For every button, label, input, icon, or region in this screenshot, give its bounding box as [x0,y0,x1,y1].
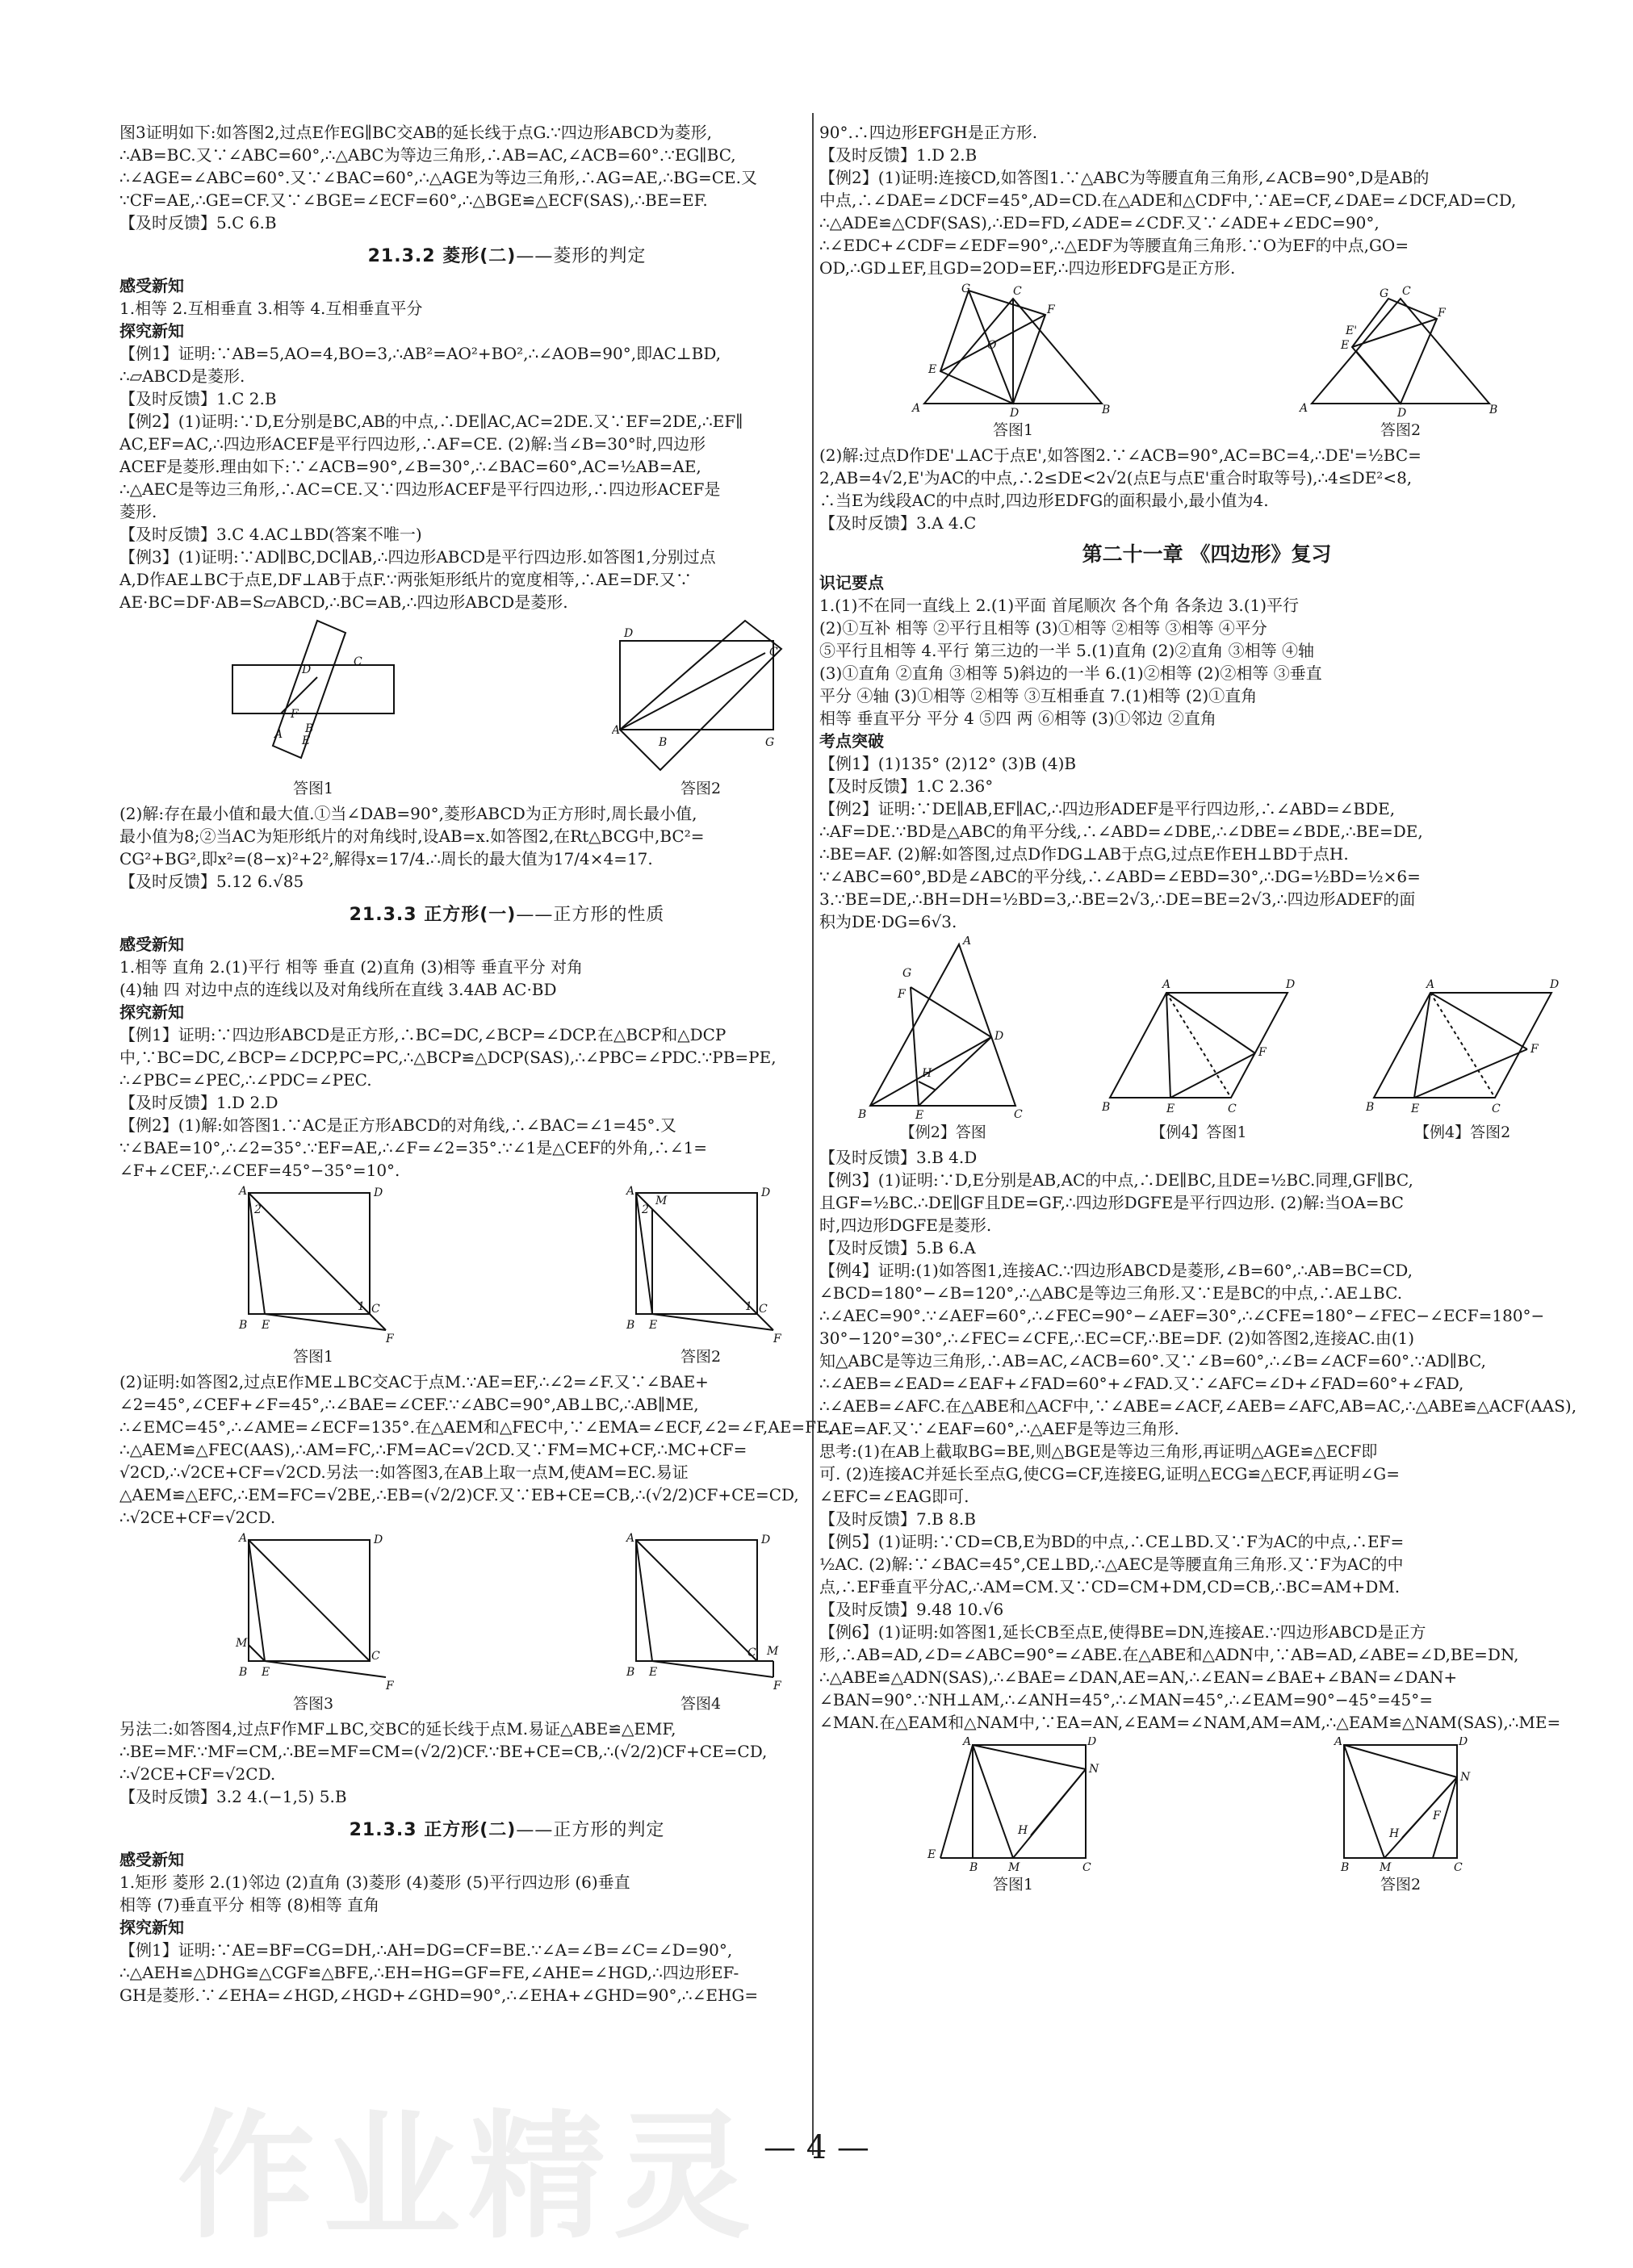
figure-caption: 【例4】答图2 [1414,1124,1511,1141]
text-line: 【及时反馈】3.A 4.C [819,513,977,533]
svg-text:G: G [902,967,912,980]
figure [620,1532,781,1714]
text-line: 【及时反馈】5.B 6.A [819,1238,976,1257]
figure-caption: 【例4】答图1 [1150,1124,1247,1141]
text-line: ∴∠AEB=∠EAD=∠EAF+∠FAD=60°+∠FAD.又∵∠AFC=∠D+∠FAD=60°+∠FAD, [819,1374,1464,1393]
section-subtitle: ——正方形的判定 [516,1820,665,1840]
text-line: ∴△ABE≌△ADN(SAS),∴∠BAE=∠DAN,AE=AN,∴∠EAN=∠BAE+∠BAN=∠DAN+ [819,1668,1458,1687]
text-line: 1.(1)不在同一直线上 2.(1)平面 首尾顺次 各个角 各条边 3.(1)平行 [819,596,1300,615]
svg-text:A: A [963,936,972,948]
svg-text:F: F [773,1680,781,1693]
svg-text:F: F [1433,1810,1441,1822]
text-line: 且GF=½BC.∴DE∥GF且DE=GF,∴四边形DGFE是平行四边形. (2)解:当OA=BC [819,1193,1404,1212]
text-line: ½AC. (2)解:∵∠BAC=45°,CE⊥BD,∴△AEC是等腰直角三角形.又∵F为AC的中 [819,1555,1404,1574]
left-p1 [119,121,894,234]
svg-text:C: C [759,1303,768,1316]
svg-text:B: B [1102,404,1111,416]
svg-text:A: A [274,728,283,741]
text-line: ∴△AEM≌△FEC(AAS),∴AM=FC,∴FM=AC=√2CD.又∵FM=MC+CF,∴MC+CF= [119,1440,747,1459]
text-line: A,D作AE⊥BC于点E,DF⊥AB于点F.∵两张矩形纸片的宽度相等,∴AE=DF.又∵ [119,570,693,589]
svg-text:D: D [624,627,634,640]
svg-text:E: E [928,363,937,376]
diagram-example6-2 [1312,1737,1489,1874]
svg-text:C: C [769,646,778,659]
text-line: 相等 (7)垂直平分 相等 (8)相等 直角 [119,1895,380,1914]
left-p3 [119,802,894,893]
figure-caption: 答图2 [680,780,722,797]
svg-text:B: B [305,722,314,735]
svg-text:D: D [761,1186,771,1199]
text-line: ⑤平行且相等 4.平行 第三边的一半 5.(1)直角 (2)②直角 ③相等 ④轴 [819,641,1314,660]
text-line: ∴△AEC是等边三角形,∴AC=CE.又∵四边形ACEF是平行四边形,∴四边形ACEF是 [119,479,721,499]
diagram-square-2 [620,1185,781,1346]
svg-text:B: B [1101,1101,1111,1114]
text-line: (4)轴 四 对边中点的连线以及对角线所在直线 3.4AB AC·BD [119,980,557,999]
text-line: △AEM≌△EFC,∴EM=FC=√2BE,∴EB=(√2/2)CF.又∵EB+CE=CB,∴(√2/2)CF+CE=CD, [119,1485,799,1504]
figure-caption: 答图2 [1380,1876,1422,1893]
text-line: 图3证明如下:如答图2,过点E作EG∥BC交AB的延长线于点G.∵四边形ABCD为菱形, [119,123,713,142]
text-line: 【及时反馈】5.C 6.B [119,213,277,232]
figure-row [819,936,1594,1143]
svg-text:M: M [1380,1861,1392,1874]
diagram-strips-1 [224,617,402,778]
text-line: ∠EFC=∠EAG即可. [819,1487,969,1506]
svg-text:B: B [1341,1861,1350,1874]
svg-text:N: N [1460,1771,1471,1784]
svg-text:F: F [1438,307,1446,320]
text-line: 思考:(1)在AB上截取BG=BE,则△BGE是等边三角形,再证明△AGE≌△ECF即 [819,1442,1378,1461]
text-line: ∵CF=AE,∴GE=CF.又∵∠BGE=∠ECF=60°,∴△BGE≌△ECF(SAS),∴BE=EF. [119,190,708,210]
text-line: 90°.∴四边形EFGH是正方形. [819,123,1038,142]
svg-text:B: B [858,1108,867,1121]
svg-text:M: M [236,1637,248,1650]
text-line: 【例6】(1)证明:如答图1,延长CB至点E,使得BE=DN,连接AE.∵四边形ABCD是正方 [819,1622,1426,1642]
text-line: ∴∠AEB=∠AFC.在△ABE和△ACF中,∵∠ABE=∠ACF,∠AEB=∠AFC,AB=AC,∴△ABE≌△ACF(AAS), [819,1396,1577,1416]
text-line: 【例1】证明:∵四边形ABCD是正方形,∴BC=DC,∠BCP=∠DCP.在△BCP和△DCP [119,1025,726,1044]
svg-text:G: G [765,736,775,749]
svg-text:G: G [1380,287,1389,300]
figure-caption: 答图3 [292,1695,334,1713]
figure-row [819,1737,1594,1895]
svg-text:D: D [1010,407,1020,420]
svg-text:C: C [1082,1861,1091,1874]
diagram-example6-1 [924,1737,1102,1874]
diagram-square-4 [620,1532,781,1693]
figure-caption: 答图1 [992,1876,1034,1893]
svg-text:F: F [291,708,299,721]
figure-row [119,1185,894,1367]
text-line: ∠BAN=90°.∵NH⊥AM,∴∠ANH=45°,∴∠MAN=45°,∴∠EAM=90°−45°=45°= [819,1690,1433,1709]
svg-text:D: D [1397,407,1407,420]
text-line: ∠2=45°,∠CEF+∠F=45°,∴∠BAE=∠CEF.∵∠ABC=90°,AB⊥BC,∴AB∥ME, [119,1395,699,1414]
text-line: ∴√2CE+CF=√2CD. [119,1764,276,1784]
svg-text:A: A [912,402,921,415]
text-line: (3)①直角 ②直角 ③相等 5)斜边的一半 6.(1)②相等 (2)②相等 ③垂直 [819,663,1322,683]
figure [1296,282,1505,441]
svg-text:A: A [626,1185,635,1198]
figure [1102,977,1296,1143]
svg-text:B: B [239,1319,248,1332]
text-line: 【及时反馈】1.C 2.B [119,389,277,408]
svg-text:C: C [1227,1103,1237,1115]
text-line: ∴AB=BC.又∵∠ABC=60°,∴△ABC为等边三角形,∴AB=AC,∠ACB=60°.∵EG∥BC, [119,145,736,165]
figure [924,1737,1102,1895]
text-line: CG²+BG²,即x²=(8−x)²+2²,解得x=17/4.∴周长的最大值为17/4×4=17. [119,849,653,868]
figure [612,617,789,799]
figure-caption: 【例2】答图 [899,1124,986,1141]
figure-caption: 答图2 [1380,421,1422,439]
left-p2 [119,274,894,613]
right-p4 [819,1146,1594,1734]
svg-text:A: A [963,1737,972,1748]
right-p1 [819,121,1594,279]
text-line: 3.∵BE=DE,∴BH=DH=½BD=3,∴BE=2√3,∴DE=BE=2√3,∴四边形ADEF的面 [819,889,1416,909]
text-line: 中点,∴∠DAE=∠DCF=45°,AD=CD.在△ADE和△CDF中,∵AE=CF,∠DAE=∠DCF,AD=CD, [819,190,1517,210]
svg-text:D: D [374,1186,383,1199]
diagram-example2 [854,936,1032,1122]
text-line: ∴∠AEC=90°.∵∠AEF=60°,∴∠FEC=90°−∠AEF=30°,∴∠CFE=180°−∠FEC−∠ECF=180°− [819,1306,1545,1325]
section-title-square-2 [119,1819,894,1842]
diagram-isosceles-2 [1296,282,1505,420]
text-line: 形,∴AB=AD,∠D=∠ABC=90°=∠ABE.在△ABE和△ADN中,∵AB=AD,∠ABE=∠D,BE=DN, [819,1645,1519,1664]
svg-text:C: C [1014,1108,1024,1121]
chapter-title: 第二十一章 《四边形》复习 [1082,542,1332,566]
text-line: 【及时反馈】3.B 4.D [819,1148,978,1167]
figure-row [119,1532,894,1714]
figure [908,282,1118,441]
text-line: 【例2】证明:∵DE∥AB,EF∥AC,∴四边形ADEF是平行四边形,∴∠ABD=∠BDE, [819,799,1396,818]
svg-text:M: M [767,1645,779,1658]
text-line: 相等 垂直平分 平分 4 ⑤四 两 ⑥相等 (3)①邻边 ②直角 [819,709,1216,728]
svg-text:C: C [354,655,362,668]
svg-text:F: F [1530,1043,1539,1056]
text-line: 平分 ④轴 (3)①相等 ②相等 ③互相垂直 7.(1)相等 (2)①直角 [819,686,1258,705]
left-p4 [119,933,894,1182]
svg-text:H: H [922,1067,932,1080]
left-p7 [119,1848,894,2006]
svg-text:E: E [262,1319,270,1332]
svg-text:C: C [1402,285,1411,298]
diagram-example4-2 [1366,977,1560,1122]
figure [232,1185,394,1367]
svg-text:O: O [987,339,997,352]
text-line: 菱形. [119,502,157,521]
text-line: 【例4】证明:(1)如答图1,连接AC.∵四边形ABCD是菱形,∠B=60°,∴AB=BC=CD, [819,1261,1413,1280]
svg-text:B: B [969,1861,978,1874]
svg-text:E: E [262,1666,270,1679]
section-heading: 21.3.3 正方形(二) [349,1820,517,1840]
svg-text:C: C [371,1303,380,1316]
text-line: (2)证明:如答图2,过点E作ME⊥BC交AC于点M.∵AE=EF,∴∠2=∠F.又∵∠BAE+ [119,1372,709,1391]
diagram-isosceles-1 [908,282,1118,420]
text-line: ∠BCD=180°−∠B=120°,∴△ABC是等边三角形.又∵E是BC的中点,∴AE⊥BC. [819,1283,1403,1303]
figure [224,617,402,799]
text-line: 点,∴EF垂直平分AC,∴AM=CM.又∵CD=CM+DM,CD=CB,∴BC=AM+DM. [819,1577,1401,1596]
subheading: 感受新知 [119,935,184,954]
text-line: (2)解:存在最小值和最大值.①当∠DAB=90°,菱形ABCD为正方形时,周长最小值, [119,804,697,823]
right-p2 [819,444,1594,534]
svg-text:2: 2 [642,1203,649,1216]
svg-text:D: D [1549,978,1559,991]
text-line: ∠MAN.在△EAM和△NAM中,∵EA=AN,∠EAM=∠NAM,AM=AM,∴△EAM≌△NAM(SAS),∴ME= [819,1713,1561,1732]
svg-text:F: F [1047,303,1055,316]
text-line: 30°−120°=30°,∴∠FEC=∠CFE,∴EC=CF,∴BE=DF. (2)如答图2,连接AC.由(1) [819,1329,1415,1348]
text-line: 【及时反馈】5.12 6.√85 [119,872,304,891]
figure-caption: 答图2 [680,1348,722,1366]
subheading: 考点突破 [819,731,884,751]
diagram-square-3 [232,1532,394,1693]
text-line: ∴BE=AF. (2)解:如答图,过点D作DG⊥AB于点G,过点E作EH⊥BD于点H. [819,844,1349,864]
svg-text:1: 1 [358,1300,365,1313]
svg-text:E: E [915,1109,924,1122]
text-line: ∴∠PBC=∠PEC,∴∠PDC=∠PEC. [119,1070,372,1090]
text-line: ∴▱ABCD是菱形. [119,366,245,386]
text-line: 【例2】(1)证明:连接CD,如答图1.∵△ABC为等腰直角三角形,∠ACB=90°,D是AB的 [819,168,1430,187]
svg-text:F: F [773,1333,781,1345]
text-line: 另法二:如答图4,过点F作MF⊥BC,交BC的延长线于点M.易证△ABE≌△EMF, [119,1719,676,1739]
text-line: 【及时反馈】1.D 2.D [119,1093,278,1112]
text-line: ∵∠ABC=60°,BD是∠ABC的平分线,∴∠ABD=∠EBD=30°,∴DG=½BD=½×6= [819,867,1421,886]
diagram-example4-1 [1102,977,1296,1122]
svg-text:A: A [1162,978,1171,991]
svg-text:B: B [1489,404,1498,416]
figure-caption: 答图1 [292,780,334,797]
text-line: 【例1】证明:∵AE=BF=CG=DH,∴AH=DG=CF=BE.∵∠A=∠B=∠C=∠D=90°, [119,1940,733,1960]
text-line: ACEF是菱形.理由如下:∵∠ACB=90°,∠B=30°,∴∠BAC=60°,AC=½AB=AE, [119,457,701,476]
text-line: 【及时反馈】3.C 4.AC⊥BD(答案不唯一) [119,525,422,544]
svg-text:1: 1 [745,1300,752,1313]
svg-text:D: D [1285,978,1296,991]
svg-text:A: A [612,724,621,737]
text-line: ∴∠EMC=45°,∴∠AME=∠ECF=135°.在△AEM和△FEC中,∵∠EMA=∠ECF,∠2=∠F,AE=FE, [119,1417,834,1437]
svg-text:E': E' [1346,324,1358,337]
svg-text:C: C [747,1647,756,1659]
svg-text:B: B [239,1666,248,1679]
svg-text:D: D [994,1030,1004,1043]
text-line: ∴BE=MF.∵MF=CM,∴BE=MF=CM=(√2/2)CF.∵BE+CE=CB,∴(√2/2)CF+CE=CD, [119,1742,768,1761]
svg-text:2: 2 [254,1203,262,1216]
svg-text:B: B [1365,1101,1374,1114]
text-line: ∴AF=DE.∵BD是△ABC的角平分线,∴∠ABD=∠DBE,∴∠DBE=∠BDE,∴BE=DE, [819,822,1423,841]
text-line: 【例3】(1)证明:∵AD∥BC,DC∥AB,∴四边形ABCD是平行四边形.如答图1,分别过点 [119,547,716,567]
right-p3 [819,571,1594,933]
svg-text:A: A [1300,402,1308,415]
text-line: ∠F+∠CEF,∴∠CEF=45°−35°=10°. [119,1161,400,1180]
figure-row [119,617,894,799]
svg-text:M: M [655,1195,668,1207]
svg-text:B: B [659,736,668,749]
text-line: 【及时反馈】9.48 10.√6 [819,1600,1004,1619]
svg-text:N: N [1089,1763,1099,1776]
text-line: 1.相等 直角 2.(1)平行 相等 垂直 (2)直角 (3)相等 垂直平分 对角 [119,957,584,977]
left-column [119,121,894,2006]
svg-text:D: D [1459,1737,1468,1748]
svg-text:F: F [386,1333,394,1345]
svg-text:C: C [371,1650,380,1663]
text-line: 中,∵BC=DC,∠BCP=∠DCP,PC=PC,∴△BCP≌△DCP(SAS),∴∠PBC=∠PDC.∵PB=PE, [119,1048,777,1067]
text-line: 2,AB=4√2,E'为AC的中点,∴2≤DE<2√2(点E与点E'重合时取等号),∴4≤DE²<8, [819,468,1413,487]
figure-row [819,282,1594,441]
text-line: (2)①互补 相等 ②平行且相等 (3)①相等 ②相等 ③相等 ④平分 [819,618,1267,638]
figure [854,936,1032,1143]
svg-text:H: H [1389,1827,1400,1840]
figure [1312,1737,1489,1895]
svg-text:M: M [1008,1861,1020,1874]
svg-text:H: H [1018,1824,1028,1837]
section-subtitle: ——正方形的性质 [516,905,665,925]
text-line: 【及时反馈】1.C 2.36° [819,776,994,796]
text-line: 1.矩形 菱形 2.(1)邻边 (2)直角 (3)菱形 (4)菱形 (5)平行四边形 (6)垂直 [119,1873,630,1892]
svg-text:E: E [1166,1103,1175,1115]
svg-text:A: A [1334,1737,1343,1748]
text-line: 【例2】(1)解:如答图1.∵AC是正方形ABCD的对角线,∴∠BAC=∠1=45°.又 [119,1115,676,1135]
text-line: 最小值为8;②当AC为矩形纸片的对角线时,设AB=x.如答图2,在Rt△BCG中,BC²= [119,826,705,846]
text-line: 【例5】(1)证明:∵CD=CB,E为BD的中点,∴CE⊥BD.又∵F为AC的中点,∴EF= [819,1532,1405,1551]
svg-text:B: B [626,1319,635,1332]
svg-text:C: C [1491,1103,1501,1115]
text-line: ∵∠BAE=10°,∴∠2=35°.∵EF=AE,∴∠F=∠2=35°.∵∠1是△CEF的外角,∴∠1= [119,1138,708,1157]
svg-text:E: E [927,1848,936,1861]
svg-text:F: F [898,988,907,1001]
text-line: ∴△AEH≌△DHG≌△CGF≌△BFE,∴EH=HG=GF=FE,∠AHE=∠HGD,∴四边形EF- [119,1963,739,1982]
text-line: 【例3】(1)证明:∵D,E分别是AB,AC的中点,∴DE∥BC,且DE=½BC.同理,GF∥BC, [819,1170,1413,1190]
text-line: ∴△ADE≌△CDF(SAS),∴ED=FD,∠ADE=∠CDF.又∵∠ADE+∠EDC=90°, [819,213,1380,232]
svg-text:D: D [1087,1737,1097,1748]
svg-text:D: D [302,663,312,676]
subheading: 感受新知 [119,1850,184,1869]
left-p6 [119,1718,894,1808]
svg-text:G: G [961,282,971,295]
subheading: 探究新知 [119,321,184,341]
svg-text:C: C [1013,285,1022,298]
text-line: 【及时反馈】3.2 4.(−1,5) 5.B [119,1787,347,1806]
section-title-rhombus-2 [119,245,894,268]
text-line: (2)解:过点D作DE'⊥AC于点E',如答图2.∵∠ACB=90°,AC=BC=4,∴DE'=½BC= [819,446,1422,465]
text-line: AC,EF=AC,∴四边形ACEF是平行四边形,∴AF=CE. (2)解:当∠B=30°时,四边形 [119,434,706,454]
diagram-strips-2 [612,617,789,778]
text-line: AE·BC=DF·AB=S▱ABCD,∴BC=AB,∴四边形ABCD是菱形. [119,592,568,612]
text-line: 【及时反馈】1.D 2.B [819,145,978,165]
diagram-square-1 [232,1185,394,1346]
section-title-square-1 [119,904,894,927]
text-line: GH是菱形.∵∠EHA=∠HGD,∠HGD+∠GHD=90°,∴∠EHA+∠GHD=90°,∴∠EHG= [119,1986,759,2005]
svg-text:E: E [649,1666,658,1679]
figure-caption: 答图4 [680,1695,722,1713]
svg-text:A: A [239,1185,248,1198]
svg-text:A: A [239,1532,248,1545]
svg-text:E: E [302,734,311,747]
figure-caption: 答图1 [992,421,1034,439]
figure [620,1185,781,1367]
subheading: 识记要点 [819,573,884,592]
svg-text:A: A [1426,978,1434,991]
text-line: 【例1】(1)135° (2)12° (3)B (4)B [819,754,1077,773]
section-subtitle: ——菱形的判定 [516,246,647,266]
text-line: ∴∠AGE=∠ABC=60°.又∵∠BAC=60°,∴△AGE为等边三角形,∴AG=AE,∴BG=CE.又 [119,168,758,187]
page-number: — 4 — [764,2129,869,2166]
text-line: ∴当E为线段AC的中点时,四边形EDFG的面积最小,最小值为4. [819,491,1269,510]
svg-text:F: F [1258,1046,1267,1059]
section-heading: 21.3.2 菱形(二) [367,246,517,266]
text-line: ∴√2CE+CF=√2CD. [119,1508,276,1527]
svg-text:B: B [626,1666,635,1679]
text-line: OD,∴GD⊥EF,且GD=2OD=EF,∴四边形EDFG是正方形. [819,258,1236,278]
watermark: 作业精灵 [178,2098,760,2258]
text-line: √2CD,∴√2CE+CF=√2CD.另法一:如答图3,在AB上取一点M,使AM=EC.易证 [119,1462,689,1482]
right-column [819,121,1594,1898]
subheading: 探究新知 [119,1918,184,1937]
text-line: 时,四边形DGFE是菱形. [819,1216,992,1235]
text-line: ∴∠EDC+∠CDF=∠EDF=90°,∴△EDF为等腰直角三角形.∵O为EF的中点,GO= [819,236,1409,255]
svg-text:D: D [761,1534,771,1546]
svg-text:E: E [1341,339,1350,352]
left-p5 [119,1370,894,1529]
text-line: 【例2】(1)证明:∵D,E分别是BC,AB的中点,∴DE∥AC,AC=2DE.又∵EF=2DE,∴EF∥ [119,412,743,431]
svg-text:E: E [1410,1103,1419,1115]
text-line: 【例1】证明:∵AB=5,AO=4,BO=3,∴AB²=AO²+BO²,∴∠AOB=90°,即AC⊥BD, [119,344,722,363]
svg-text:D: D [374,1534,383,1546]
subheading: 感受新知 [119,276,184,295]
svg-text:A: A [626,1532,635,1545]
svg-text:E: E [649,1319,658,1332]
figure [232,1532,394,1714]
text-line: 可. (2)连接AC并延长至点G,使CG=CF,连接EG,证明△ECG≌△ECF,再证明∠G= [819,1464,1401,1483]
text-line: 知△ABC是等边三角形,∴AB=AC,∠ACB=60°.又∵∠B=60°,∴∠B=∠ACF=60°.∵AD∥BC, [819,1351,1486,1370]
text-line: 【及时反馈】7.B 8.B [819,1509,976,1529]
figure-caption: 答图1 [292,1348,334,1366]
svg-text:C: C [1454,1861,1463,1874]
text-line: ∴AE=AF.又∵∠EAF=60°,∴△AEF是等边三角形. [819,1419,1179,1438]
subheading: 探究新知 [119,1002,184,1022]
section-heading: 21.3.3 正方形(一) [349,905,517,925]
figure [1366,977,1560,1143]
text-line: 1.相等 2.互相垂直 3.相等 4.互相垂直平分 [119,299,423,318]
text-line: 积为DE·DG=6√3. [819,912,957,931]
svg-text:F: F [386,1680,394,1693]
